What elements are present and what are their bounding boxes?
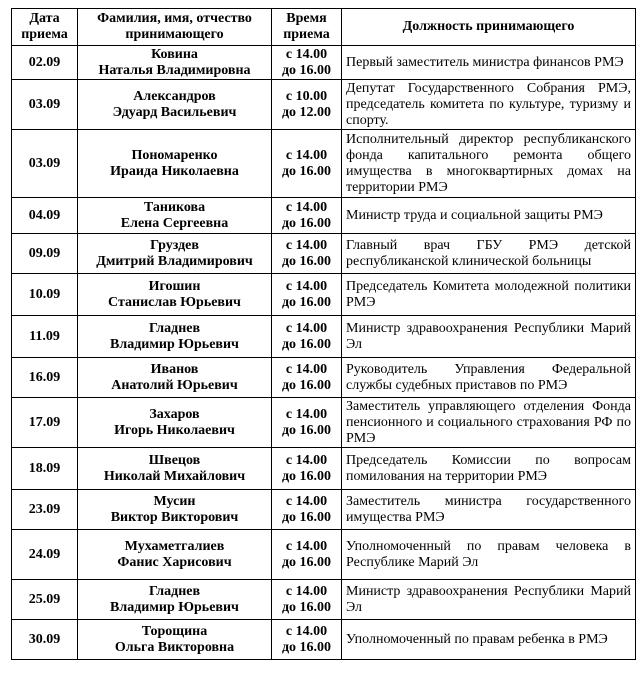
row-date: 11.09 (12, 316, 78, 358)
row-position: Председатель Комитета молодежной политики РМЭ (342, 274, 636, 316)
row-date: 25.09 (12, 580, 78, 620)
row-date: 03.09 (12, 80, 78, 130)
row-given-names: Фанис Харисович (117, 554, 232, 570)
row-time (272, 530, 342, 580)
row-position: Министр здравоохранения Республики Марий Эл (342, 316, 636, 358)
row-time-to: до 16.00 (281, 215, 332, 231)
row-time-to: до 16.00 (281, 509, 332, 525)
row-surname: Гладнев (148, 320, 201, 336)
row-time-to: до 16.00 (281, 163, 332, 179)
table-row (12, 274, 636, 316)
row-name (78, 358, 272, 398)
row-name (78, 448, 272, 490)
row-position: Заместитель министра государственного имущества РМЭ (342, 490, 636, 530)
row-date: 18.09 (12, 448, 78, 490)
table-row (12, 130, 636, 198)
row-time (272, 490, 342, 530)
row-position: Главный врач ГБУ РМЭ детской республиканской клинической больницы (342, 234, 636, 274)
row-time (272, 358, 342, 398)
row-time (272, 448, 342, 490)
header-row (12, 9, 636, 46)
reception-schedule-table (11, 8, 636, 660)
row-date: 02.09 (12, 46, 78, 80)
row-surname: Александров (133, 88, 216, 104)
row-name (78, 46, 272, 80)
header-name: Фамилия, имя, отчество принимающего (78, 9, 272, 46)
row-surname: Мухаметгалиев (124, 538, 225, 554)
table-row (12, 358, 636, 398)
header-date: Дата приема (12, 9, 78, 46)
row-time-to: до 16.00 (281, 294, 332, 310)
table-row (12, 398, 636, 448)
row-name (78, 130, 272, 198)
row-time-from: с 14.00 (285, 361, 328, 377)
row-name (78, 274, 272, 316)
row-surname: Швецов (148, 452, 201, 468)
row-time-from: с 14.00 (285, 452, 328, 468)
row-name (78, 530, 272, 580)
row-date: 17.09 (12, 398, 78, 448)
row-time-from: с 14.00 (285, 493, 328, 509)
row-time (272, 80, 342, 130)
row-time-to: до 12.00 (281, 104, 332, 120)
row-position: Заместитель управляющего отделения Фонда пенсионного и социального страхования РФ по РМЭ (342, 398, 636, 448)
row-date: 16.09 (12, 358, 78, 398)
row-position: Руководитель Управления Федеральной службы судебных приставов по РМЭ (342, 358, 636, 398)
row-given-names: Дмитрий Владимирович (96, 253, 253, 269)
table-row (12, 198, 636, 234)
row-position: Председатель Комиссии по вопросам помилования на территории РМЭ (342, 448, 636, 490)
row-name (78, 490, 272, 530)
row-time-from: с 14.00 (285, 147, 328, 163)
row-given-names: Ольга Викторовна (114, 639, 235, 655)
row-time-to: до 16.00 (281, 62, 332, 78)
row-time (272, 620, 342, 660)
row-position: Исполнительный директор республиканского фонда капитального ремонта общего имущества в многоквартирных домах на территории РМЭ (342, 130, 636, 198)
row-surname: Мусин (153, 493, 196, 509)
table-row (12, 46, 636, 80)
row-time-to: до 16.00 (281, 639, 332, 655)
row-time (272, 580, 342, 620)
row-time-from: с 14.00 (285, 320, 328, 336)
table-row (12, 620, 636, 660)
row-time-to: до 16.00 (281, 554, 332, 570)
row-date: 09.09 (12, 234, 78, 274)
row-time-from: с 14.00 (285, 406, 328, 422)
header-time: Время приема (272, 9, 342, 46)
row-time (272, 398, 342, 448)
row-time-to: до 16.00 (281, 468, 332, 484)
row-time (272, 234, 342, 274)
row-given-names: Владимир Юрьевич (110, 599, 239, 615)
row-name (78, 198, 272, 234)
row-time-from: с 14.00 (285, 237, 328, 253)
row-surname: Ковина (151, 46, 198, 62)
row-surname: Иванов (150, 361, 199, 377)
row-time-from: с 14.00 (285, 623, 328, 639)
row-time (272, 46, 342, 80)
row-given-names: Эдуард Васильевич (112, 104, 237, 120)
row-date: 30.09 (12, 620, 78, 660)
row-date: 10.09 (12, 274, 78, 316)
row-position: Министр здравоохранения Республики Марий Эл (342, 580, 636, 620)
row-name (78, 398, 272, 448)
row-given-names: Наталья Владимировна (98, 62, 251, 78)
row-time-from: с 14.00 (285, 278, 328, 294)
row-given-names: Николай Михайлович (103, 468, 246, 484)
table-row (12, 448, 636, 490)
row-date: 24.09 (12, 530, 78, 580)
row-name (78, 316, 272, 358)
row-given-names: Анатолий Юрьевич (111, 377, 238, 393)
row-time (272, 130, 342, 198)
row-surname: Пономаренко (131, 147, 218, 163)
row-name (78, 234, 272, 274)
row-name (78, 580, 272, 620)
row-given-names: Игорь Николаевич (114, 422, 235, 438)
row-given-names: Владимир Юрьевич (110, 336, 239, 352)
row-position: Уполномоченный по правам человека в Республике Марий Эл (342, 530, 636, 580)
row-time-to: до 16.00 (281, 377, 332, 393)
row-given-names: Виктор Викторович (110, 509, 239, 525)
row-surname: Гладнев (148, 583, 201, 599)
table-row (12, 580, 636, 620)
row-surname: Груздев (150, 237, 199, 253)
row-time-to: до 16.00 (281, 599, 332, 615)
row-time-from: с 14.00 (285, 46, 328, 62)
row-surname: Захаров (149, 406, 200, 422)
row-date: 23.09 (12, 490, 78, 530)
row-time-from: с 14.00 (285, 583, 328, 599)
row-time-to: до 16.00 (281, 336, 332, 352)
row-date: 03.09 (12, 130, 78, 198)
row-surname: Игошин (148, 278, 201, 294)
row-position: Уполномоченный по правам ребенка в РМЭ (342, 620, 636, 660)
row-time-from: с 14.00 (285, 199, 328, 215)
row-time (272, 198, 342, 234)
table-row (12, 234, 636, 274)
row-surname: Таникова (143, 199, 206, 215)
row-time (272, 316, 342, 358)
row-surname: Торощина (141, 623, 208, 639)
row-given-names: Елена Сергеевна (120, 215, 229, 231)
table-row (12, 316, 636, 358)
row-name (78, 80, 272, 130)
row-given-names: Ираида Николаевна (110, 163, 239, 179)
table-row (12, 490, 636, 530)
header-position: Должность принимающего (342, 9, 636, 46)
row-time-from: с 10.00 (285, 88, 328, 104)
row-time-to: до 16.00 (281, 253, 332, 269)
row-position: Первый заместитель министра финансов РМЭ (342, 46, 636, 80)
row-date: 04.09 (12, 198, 78, 234)
row-time (272, 274, 342, 316)
row-time-from: с 14.00 (285, 538, 328, 554)
table-body (12, 46, 636, 660)
row-name (78, 620, 272, 660)
table-row (12, 530, 636, 580)
table-row (12, 80, 636, 130)
row-given-names: Станислав Юрьевич (108, 294, 241, 310)
row-time-to: до 16.00 (281, 422, 332, 438)
row-position: Министр труда и социальной защиты РМЭ (342, 198, 636, 234)
row-position: Депутат Государственного Собрания РМЭ, председатель комитета по культуре, туризму и спорту. (342, 80, 636, 130)
